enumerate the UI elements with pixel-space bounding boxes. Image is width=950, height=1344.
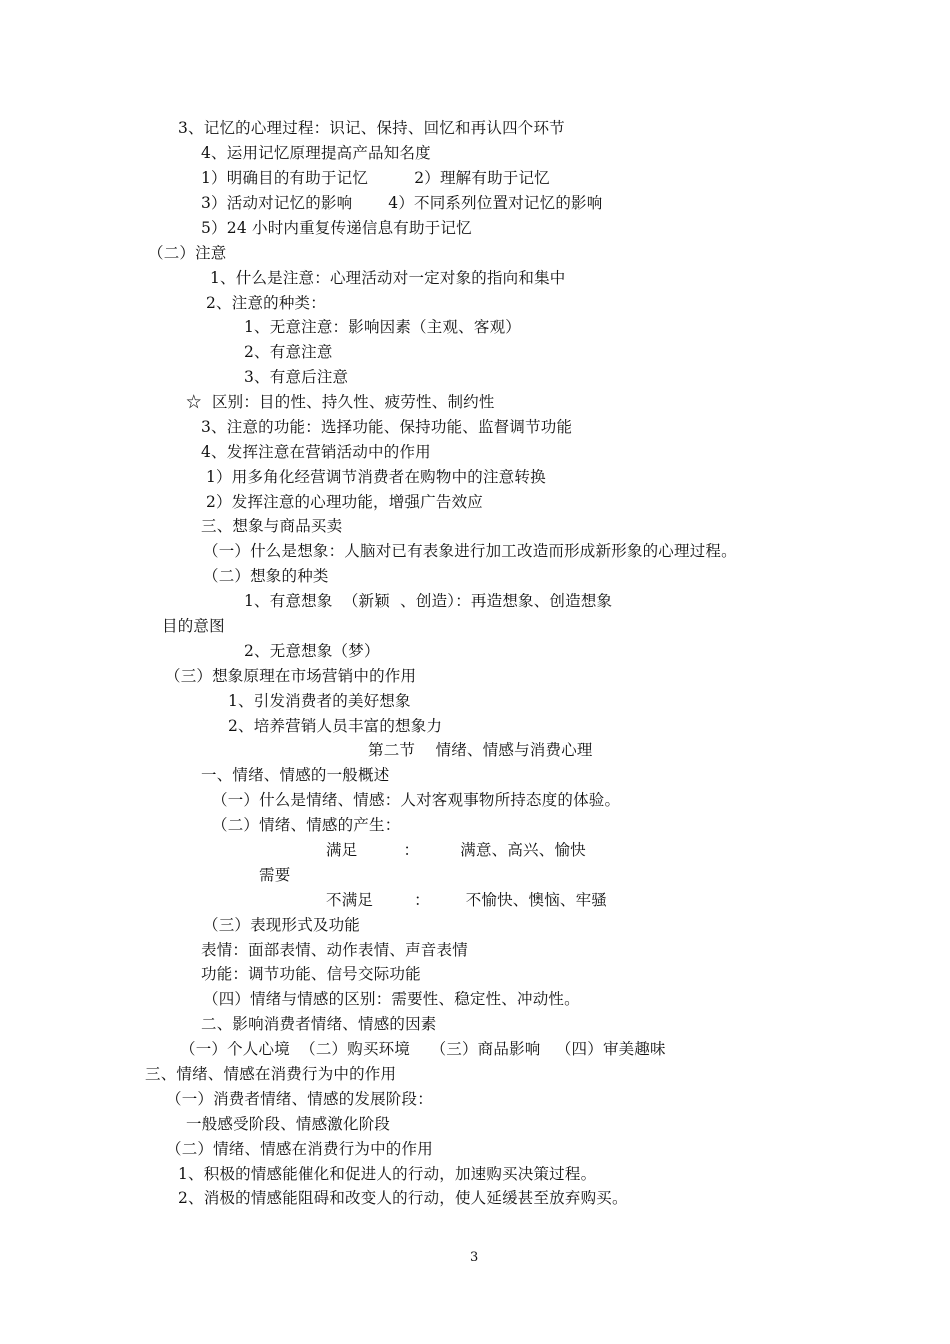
text-line: 4、运用记忆原理提高产品知名度 [201, 144, 431, 162]
text-line: 2、有意注意 [244, 343, 333, 361]
text-line: （一）消费者情绪、情感的发展阶段： [166, 1090, 433, 1108]
text-line: （三）表现形式及功能 [203, 916, 361, 934]
text-line: 功能：调节功能、信号交际功能 [201, 965, 421, 983]
text-line: （二）想象的种类 [203, 567, 329, 585]
text-line: 3、注意的功能：选择功能、保持功能、监督调节功能 [201, 418, 573, 436]
text-line: （二）情绪、情感在消费行为中的作用 [166, 1140, 433, 1158]
text-line: 1、什么是注意：心理活动对一定对象的指向和集中 [210, 269, 566, 287]
text-line: 1）明确目的有助于记忆 2）理解有助于记忆 [201, 169, 550, 187]
text-line: 2、无意想象（梦） [244, 642, 380, 660]
text-line: 2）发挥注意的心理功能，增强广告效应 [206, 493, 483, 511]
section-heading: 三、想象与商品买卖 [201, 517, 343, 535]
text-line: 1、无意注意：影响因素（主观、客观） [244, 318, 521, 336]
text-line: （一）什么是想象：人脑对已有表象进行加工改造而形成新形象的心理过程。 [203, 542, 737, 560]
text-line: 1、有意想象 （新颖 、创造）：再造想象、创造想象 [244, 592, 613, 610]
text-line: 3、记忆的心理过程：识记、保持、回忆和再认四个环节 [178, 119, 565, 137]
page-number: 3 [470, 1250, 479, 1265]
section-heading: （二）注意 [148, 244, 227, 262]
chapter-heading: 第二节 情绪、情感与消费心理 [368, 741, 593, 759]
text-line: 2、培养营销人员丰富的想象力 [228, 717, 443, 735]
section-heading: 二、影响消费者情绪、情感的因素 [201, 1015, 437, 1033]
text-line: 1）用多角化经营调节消费者在购物中的注意转换 [206, 468, 546, 486]
text-line: 3、有意后注意 [244, 368, 349, 386]
text-line: 1、积极的情感能催化和促进人的行动，加速购买决策过程。 [178, 1165, 597, 1183]
text-line: 不满足 ： 不愉快、懊恼、牢骚 [326, 891, 608, 909]
section-heading: 三、情绪、情感在消费行为中的作用 [145, 1065, 397, 1083]
text-line: （三）想象原理在市场营销中的作用 [165, 667, 417, 685]
section-heading: 一、情绪、情感的一般概述 [201, 766, 390, 784]
text-line: （四）情绪与情感的区别：需要性、稳定性、冲动性。 [203, 990, 580, 1008]
text-line: 目的意图 [162, 617, 225, 635]
text-line: 需要 [259, 866, 291, 884]
text-line: 满足 ： 满意、高兴、愉快 [326, 841, 586, 859]
text-line: 4、发挥注意在营销活动中的作用 [201, 443, 431, 461]
text-line: 2、消极的情感能阻碍和改变人的行动，使人延缓甚至放弃购买。 [178, 1189, 628, 1207]
text-line: ☆ 区别：目的性、持久性、疲劳性、制约性 [186, 393, 495, 411]
text-line: 1、引发消费者的美好想象 [228, 692, 411, 710]
text-line: 表情：面部表情、动作表情、声音表情 [201, 941, 468, 959]
text-line: 2、注意的种类： [206, 294, 326, 312]
text-line: 5）24 小时内重复传递信息有助于记忆 [201, 219, 472, 237]
text-line: 一般感受阶段、情感激化阶段 [186, 1115, 391, 1133]
text-line: （二）情绪、情感的产生： [212, 816, 401, 834]
text-line: 3）活动对记忆的影响 4）不同系列位置对记忆的影响 [201, 194, 603, 212]
text-line: （一）什么是情绪、情感：人对客观事物所持态度的体验。 [212, 791, 621, 809]
text-line: （一）个人心境 （二）购买环境 （三）商品影响 （四）审美趣味 [180, 1040, 666, 1058]
